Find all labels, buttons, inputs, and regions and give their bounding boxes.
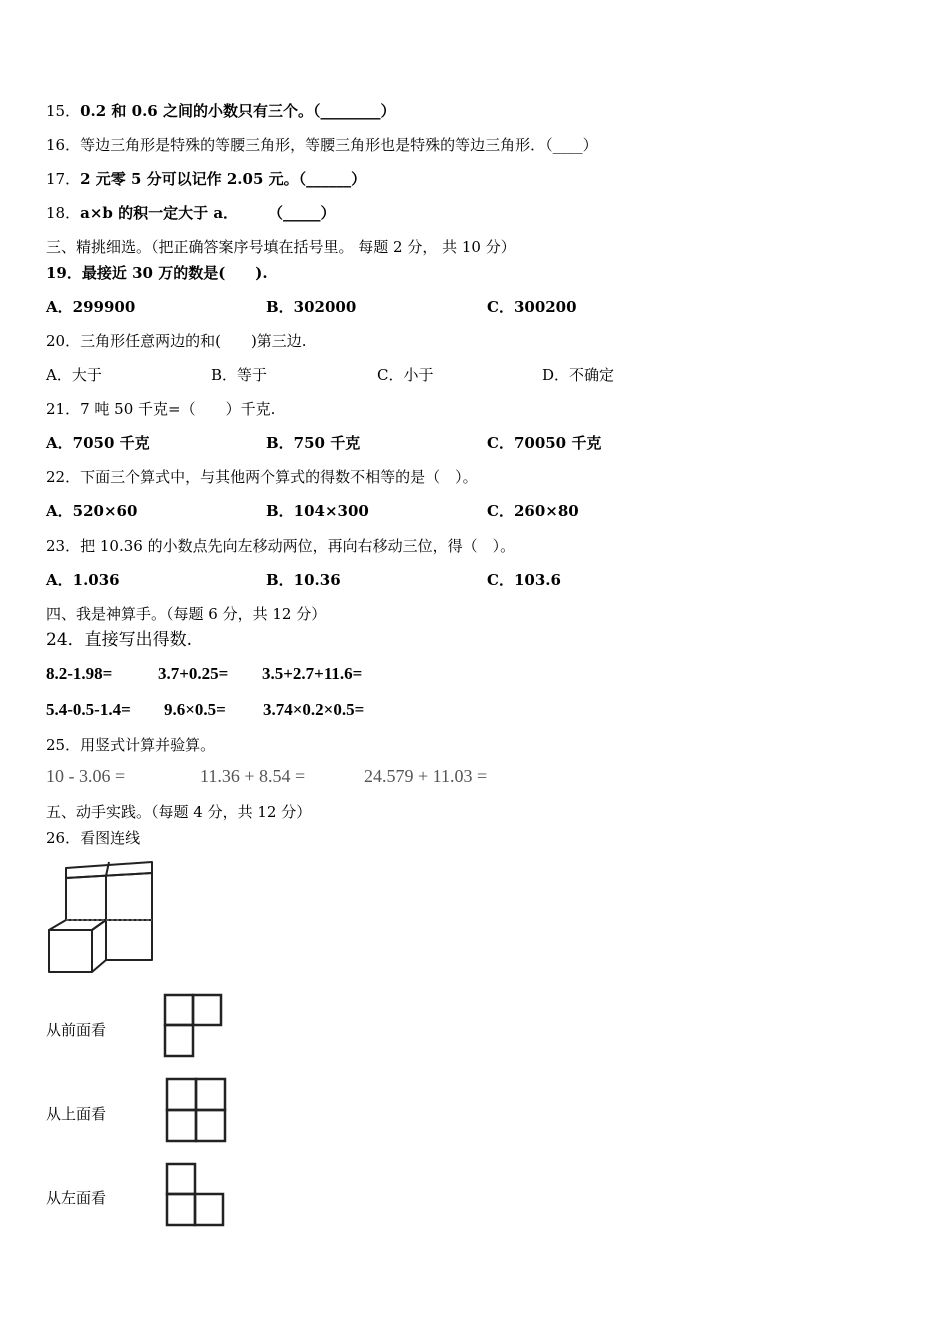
question-20: 20．三角形任意两边的和( )第三边. [46,332,307,350]
question-25: 25．用竖式计算并验算。 [46,736,216,754]
calc-item: 3.5+2.7+11.6= [262,664,363,683]
q19-option-a: A．299900 [46,298,136,316]
question-text: 0.2 和 0.6 之间的小数只有三个。（________） [80,102,396,120]
q22-option-a: A．520×60 [46,502,138,520]
calc-item: 3.74×0.2×0.5= [263,700,365,719]
q22-option-b: B．104×300 [266,502,369,520]
q23-option-a: A．1.036 [46,571,120,589]
q20-option-c: C．小于 [377,366,434,384]
question-text: 2 元零 5 分可以记作 2.05 元。（______） [80,170,367,188]
q20-option-b: B．等于 [211,366,268,384]
q19-option-c: C．300200 [487,298,577,316]
question-24: 24．直接写出得数. [46,630,193,650]
question-16 [46,135,598,155]
vertical-calc-item: 11.36 + 8.54 = [200,766,306,786]
calc-item: 9.6×0.5= [164,700,226,719]
left-view-figure [164,1161,226,1229]
vertical-calc-item: 10 - 3.06 = [46,766,126,786]
q21-option-b: B．750 千克 [266,434,361,452]
view-label-top: 从上面看 [46,1105,107,1123]
view-label-front: 从前面看 [46,1021,107,1039]
cube-solid-figure [44,858,159,978]
section-3-heading: 三、精挑细选。（把正确答案序号填在括号里。 每题 2 分， 共 10 分） [46,238,516,256]
question-22: 22．下面三个算式中，与其他两个算式的得数不相等的是（ ）。 [46,468,478,486]
question-15 [46,101,395,121]
question-21: 21．7 吨 50 千克=（ ）千克. [46,400,276,418]
view-label-left: 从左面看 [46,1189,107,1207]
question-number: 16． [46,136,81,154]
question-23: 23．把 10.36 的小数点先向左移动两位，再向右移动三位，得（ ）。 [46,537,516,555]
section-5-heading: 五、动手实践。（每题 4 分，共 12 分） [46,803,312,821]
q21-option-a: A．7050 千克 [46,434,150,452]
top-view-figure [164,1076,228,1144]
q20-option-d: D．不确定 [542,366,615,384]
section-4-heading: 四、我是神算手。（每题 6 分，共 12 分） [46,605,327,623]
q23-option-c: C．103.6 [487,571,561,589]
question-26: 26．看图连线 [46,829,141,847]
front-view-figure [163,993,225,1059]
question-number: 17． [46,170,81,188]
vertical-calc-item: 24.579 + 11.03 = [364,766,488,786]
question-number: 18． [46,204,81,222]
question-number: 15． [46,102,81,120]
q21-option-c: C．70050 千克 [487,434,602,452]
calc-item: 5.4-0.5-1.4= [46,700,131,719]
calc-item: 8.2-1.98= [46,664,113,683]
calc-item: 3.7+0.25= [158,664,229,683]
question-19: 19．最接近 30 万的数是( ). [46,264,268,282]
q22-option-c: C．260×80 [487,502,579,520]
question-17 [46,169,366,189]
question-text: 等边三角形是特殊的等腰三角形，等腰三角形也是特殊的等边三角形．（____） [80,136,598,154]
question-18 [46,203,336,223]
q19-option-b: B．302000 [266,298,357,316]
q23-option-b: B．10.36 [266,571,341,589]
question-text: a×b 的积一定大于 a． （_____） [80,204,336,222]
q20-option-a: A．大于 [46,366,102,384]
